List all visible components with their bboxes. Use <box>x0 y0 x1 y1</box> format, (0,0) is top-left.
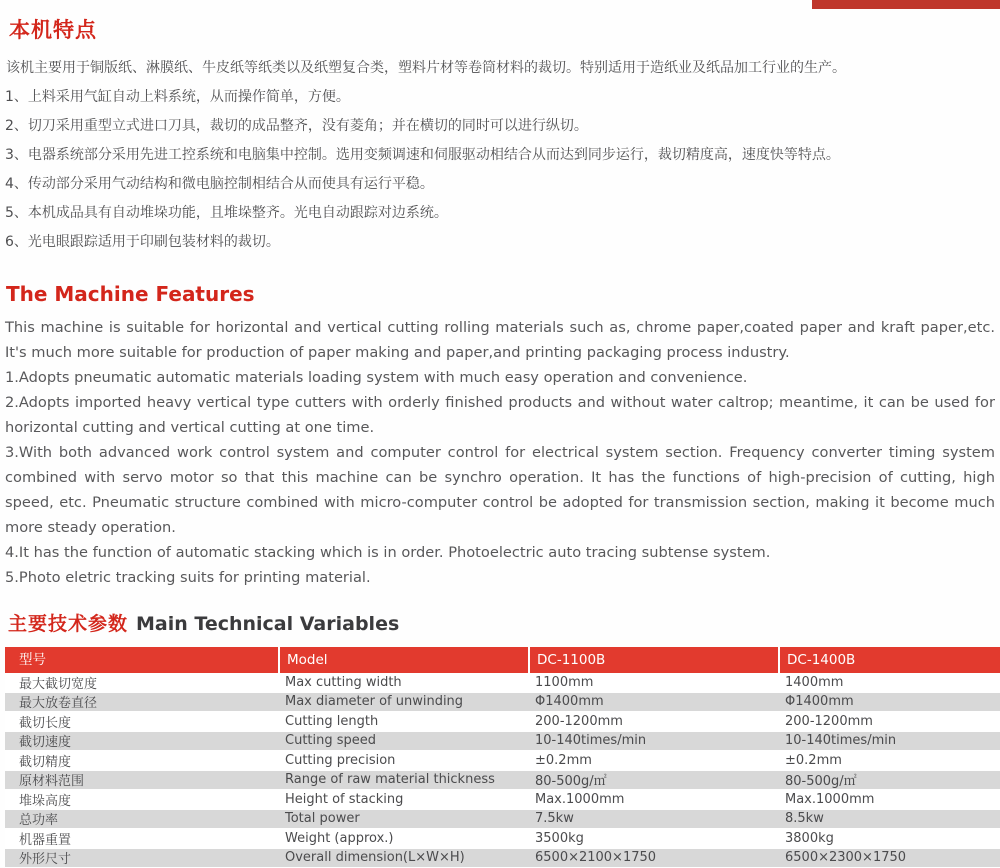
table-row <box>5 790 1000 810</box>
en-paragraph: 3.With both advanced work control system and computer control for electrical system section. Frequency converter timing system combined with servo motor so that this machine can be synchro operation. It has the functions of high-precision of cutting, high speed, etc. Pneumatic structure combined with micro-computer control be adopted for transmission section, making it become much more steady operation. <box>5 440 995 540</box>
cell-param-en: Max cutting width <box>278 675 528 690</box>
cell-value-dc1400b: 6500×2300×1750 <box>778 850 1000 865</box>
cell-param-cn: 原材料范围 <box>5 770 278 789</box>
en-section-title: The Machine Features <box>6 282 995 306</box>
cell-value-dc1400b: 10-140times/min <box>778 733 1000 748</box>
table-row <box>5 732 1000 752</box>
cell-param-en: Range of raw material thickness <box>278 772 528 787</box>
cell-value-dc1400b: 8.5kw <box>778 811 1000 826</box>
en-paragraph: This machine is suitable for horizontal and vertical cutting rolling materials such as, chrome paper,coated paper and kraft paper,etc. It's much more suitable for production of paper making and paper,and printing packaging process industry. <box>5 315 995 365</box>
cn-feature-item: 2、切刀采用重型立式进口刀具，裁切的成品整齐，没有菱角；并在横切的同时可以进行纵切。 <box>5 112 995 141</box>
cell-value-dc1400b: 200-1200mm <box>778 714 1000 729</box>
cn-section-title: 本机特点 <box>9 14 995 44</box>
cell-param-en: Cutting length <box>278 714 528 729</box>
table-row <box>5 712 1000 732</box>
cell-value-dc1100b: 200-1200mm <box>528 714 778 729</box>
top-accent-bar <box>812 0 1000 9</box>
header-cell-model-en: Model <box>278 647 528 673</box>
cell-param-cn: 最大放卷直径 <box>5 692 278 711</box>
cell-param-en: Height of stacking <box>278 792 528 807</box>
cell-param-cn: 截切精度 <box>5 751 278 770</box>
cell-value-dc1400b: ±0.2mm <box>778 753 1000 768</box>
cell-param-cn: 堆垛高度 <box>5 790 278 809</box>
cell-param-cn: 总功率 <box>5 809 278 828</box>
cell-value-dc1400b: 80-500g/㎡ <box>778 770 1000 789</box>
en-feature-list <box>5 315 995 590</box>
cn-intro-paragraph: 该机主要用于铜版纸、淋膜纸、牛皮纸等纸类以及纸塑复合类，塑料片材等卷筒材料的裁切。特别适用于造纸业及纸品加工行业的生产。 <box>6 58 995 78</box>
cell-param-cn: 外形尺寸 <box>5 848 278 867</box>
cell-param-en: Overall dimension(L×W×H) <box>278 850 528 865</box>
cell-param-en: Weight (approx.) <box>278 831 528 846</box>
cell-param-cn: 截切长度 <box>5 712 278 731</box>
spec-table-body <box>5 673 1000 868</box>
cell-param-en: Cutting speed <box>278 733 528 748</box>
table-row <box>5 810 1000 830</box>
cn-feature-list <box>5 83 995 257</box>
en-paragraph: 2.Adopts imported heavy vertical type cutters with orderly finished products and without water caltrop; meantime, it can be used for horizontal cutting and vertical cutting at one time. <box>5 390 995 440</box>
en-paragraph: 5.Photo eletric tracking suits for printing material. <box>5 565 995 590</box>
cell-value-dc1100b: 80-500g/㎡ <box>528 770 778 789</box>
cell-value-dc1100b: 3500kg <box>528 831 778 846</box>
table-row <box>5 771 1000 791</box>
table-row <box>5 693 1000 713</box>
spec-table-header-row <box>5 647 1000 673</box>
table-row <box>5 829 1000 849</box>
cell-param-cn: 最大截切宽度 <box>5 673 278 692</box>
cell-param-cn: 机器重置 <box>5 829 278 848</box>
cn-feature-item: 1、上料采用气缸自动上料系统，从而操作简单，方便。 <box>5 83 995 112</box>
table-section-title-en: Main Technical Variables <box>136 613 399 635</box>
en-paragraph: 4.It has the function of automatic stacking which is in order. Photoelectric auto tracing subtense system. <box>5 540 995 565</box>
cell-value-dc1100b: ±0.2mm <box>528 753 778 768</box>
table-section-title-cn: 主要技术参数 <box>8 613 128 635</box>
header-cell-dc1100b: DC-1100B <box>528 647 778 673</box>
cn-feature-item: 4、传动部分采用气动结构和微电脑控制相结合从而使具有运行平稳。 <box>5 170 995 199</box>
cn-feature-item: 6、光电眼跟踪适用于印刷包装材料的裁切。 <box>5 228 995 257</box>
cell-value-dc1400b: Max.1000mm <box>778 792 1000 807</box>
cell-value-dc1100b: 6500×2100×1750 <box>528 850 778 865</box>
table-row <box>5 849 1000 868</box>
cell-param-en: Cutting precision <box>278 753 528 768</box>
cn-feature-item: 3、电器系统部分采用先进工控系统和电脑集中控制。选用变频调速和伺服驱动相结合从而达到同步运行，裁切精度高，速度快等特点。 <box>5 141 995 170</box>
cell-value-dc1400b: 1400mm <box>778 675 1000 690</box>
cell-param-en: Max diameter of unwinding <box>278 694 528 709</box>
cn-feature-item: 5、本机成品具有自动堆垛功能，且堆垛整齐。光电自动跟踪对边系统。 <box>5 199 995 228</box>
cell-param-cn: 截切速度 <box>5 731 278 750</box>
table-row <box>5 673 1000 693</box>
cell-value-dc1400b: 3800kg <box>778 831 1000 846</box>
table-section-title <box>8 609 995 636</box>
cell-value-dc1100b: 10-140times/min <box>528 733 778 748</box>
cell-param-en: Total power <box>278 811 528 826</box>
en-paragraph: 1.Adopts pneumatic automatic materials loading system with much easy operation and convenience. <box>5 365 995 390</box>
header-cell-dc1400b: DC-1400B <box>778 647 1000 673</box>
cell-value-dc1100b: 1100mm <box>528 675 778 690</box>
spec-table <box>5 647 1000 868</box>
cell-value-dc1100b: 7.5kw <box>528 811 778 826</box>
cell-value-dc1100b: Φ1400mm <box>528 694 778 709</box>
cell-value-dc1400b: Φ1400mm <box>778 694 1000 709</box>
table-row <box>5 751 1000 771</box>
header-cell-model-cn: 型号 <box>5 647 278 673</box>
cell-value-dc1100b: Max.1000mm <box>528 792 778 807</box>
